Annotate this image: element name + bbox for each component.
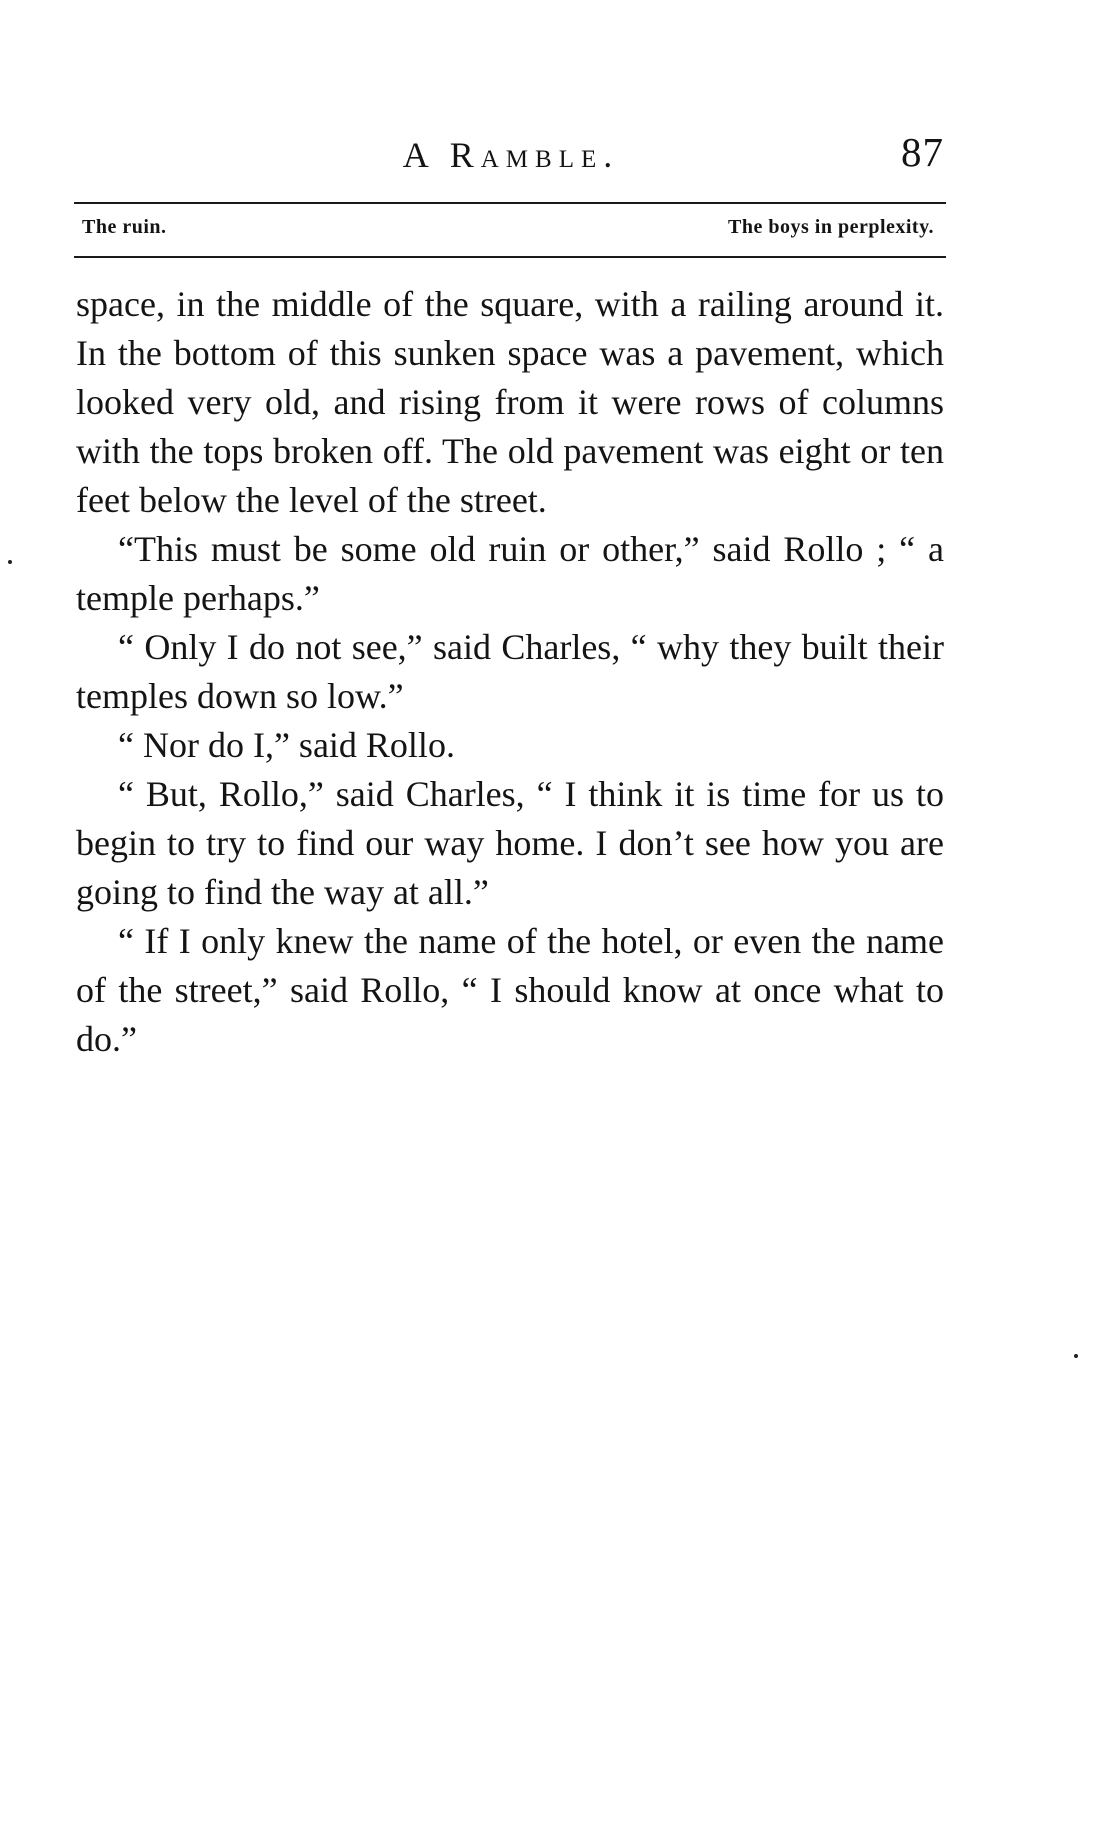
body-text bbox=[76, 280, 944, 1064]
scan-speck bbox=[1074, 1354, 1078, 1358]
subhead-left: The ruin. bbox=[82, 216, 167, 238]
paragraph-dialogue: “ Only I do not see,” said Charles, “ why they built their temples down so low.” bbox=[76, 627, 944, 716]
marginal-subheads bbox=[82, 216, 934, 246]
paragraph-dialogue: “This must be some old ruin or other,” said Rollo ; “ a temple perhaps.” bbox=[76, 529, 944, 618]
paragraph-dialogue: “ But, Rollo,” said Charles, “ I think it is time for us to begin to try to find our way home. I don’t see how you are going to find the way at all.” bbox=[76, 774, 944, 912]
paragraph-dialogue: “ Nor do I,” said Rollo. bbox=[118, 725, 455, 765]
paragraph-continued: space, in the middle of the square, with a railing around it. In the bottom of this sunken space was a pavement, which looked very old, and rising from it were rows of columns with the tops broken off. The old pavement was eight or ten feet below the level of the street. bbox=[76, 284, 944, 520]
running-title: A Ramble. bbox=[402, 135, 620, 175]
running-head bbox=[78, 128, 944, 182]
paragraph-dialogue: “ If I only knew the name of the hotel, or even the name of the street,” said Rollo, “ I should know at once what to do.” bbox=[76, 921, 944, 1059]
subhead-right: The boys in perplexity. bbox=[728, 216, 934, 238]
page-number: 87 bbox=[901, 129, 944, 175]
header-rule-top bbox=[74, 202, 946, 204]
scan-speck bbox=[8, 560, 12, 564]
header-rule-bottom bbox=[74, 256, 946, 258]
